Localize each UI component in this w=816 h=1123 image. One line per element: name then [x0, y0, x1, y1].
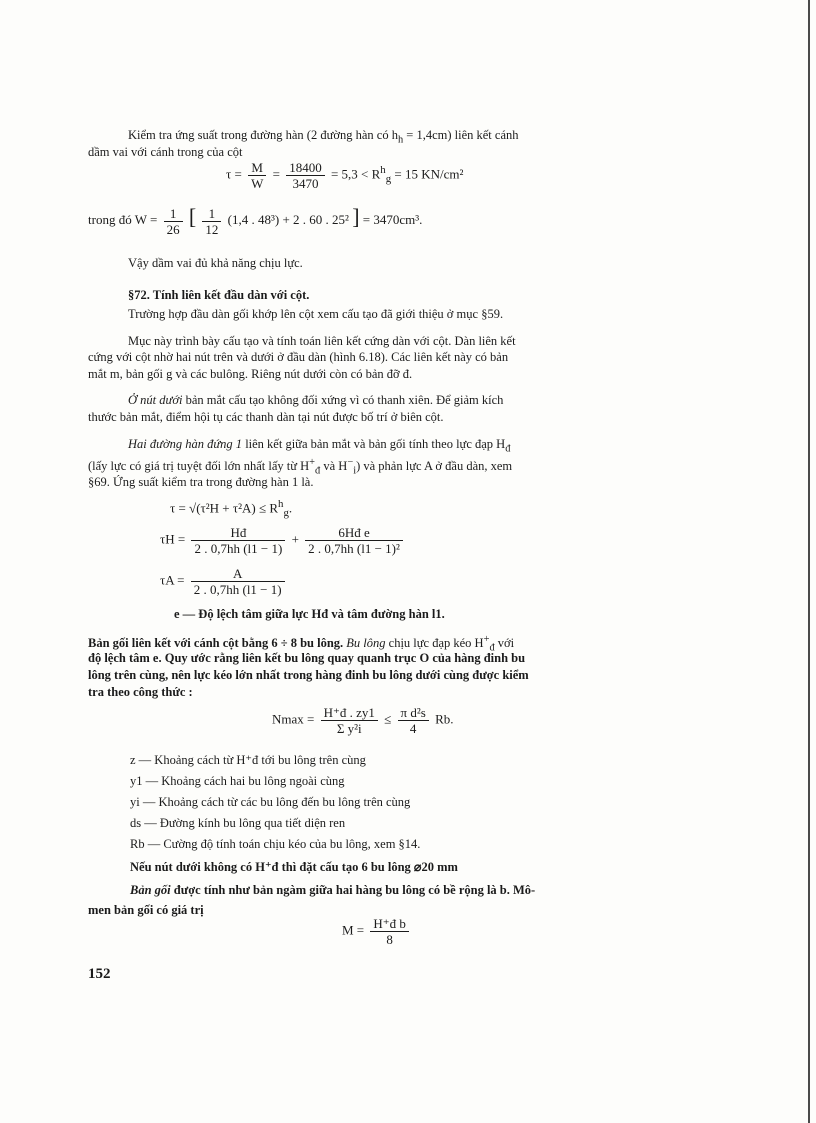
text-line: lông trên cùng, nên lực kéo lớn nhất trong hàng đinh bu lông dưới cùng được kiểm: [88, 668, 529, 682]
text-line: §69. Ứng suất kiểm tra trong đường hàn 1 là.: [88, 475, 314, 489]
text-line: Mục này trình bày cấu tạo và tính toán liên kết cứng dàn với cột. Dàn liên kết: [128, 334, 516, 348]
equation-stress: τ = $\frac{M}{W}$ = $\frac{18400}{3470}$ = $5,3 < R^h_g = 15$ KN/cm²: [226, 160, 464, 191]
text-line: Ở nút dưới bản mắt cấu tạo không đối xứng vì có thanh xiên. Để giảm kích: [128, 393, 504, 407]
equation-modulus: trong đó W = $\frac{1}{26}$ [ $\frac{1}{12}$ (1,4 . 48³) + 2 . 60 . 25² ] = 3470cm³.: [88, 204, 423, 237]
formula-combined-stress: $\tau = √(\tau^2H + \tau^2A) \le R^h_g$.: [170, 498, 293, 519]
section-heading: §72. Tính liên kết đầu dàn với cột.: [128, 288, 310, 302]
scan-edge-line: [808, 0, 810, 1123]
definition-yi: yi — Khoảng cách từ các bu lông đến bu lông trên cùng: [130, 795, 411, 809]
text-line: Trường hợp đầu dàn gối khớp lên cột xem cấu tạo đã giới thiệu ở mục §59.: [128, 307, 504, 321]
formula-tau-h: τH = $\frac{Hđ}{2 . 0,7hh (l1 - 1)}$ + $\frac{\text{6Hđ e}}{\text{2 . 0,7hh (l1 − 1)²}}$: [160, 525, 406, 556]
text-line: dầm vai với cánh trong của cột: [88, 145, 243, 159]
text-line: Nếu nút dưới không có H⁺đ thì đặt cấu tạo 6 bu lông ⌀20 mm: [130, 860, 458, 874]
text-line: tra theo công thức :: [88, 685, 193, 699]
text-line: Vậy dầm vai đủ khả năng chịu lực.: [128, 256, 303, 270]
definition-rb: Rb — Cường độ tính toán chịu kéo của bu lông, xem §14.: [130, 837, 421, 851]
text-line: Bản gối liên kết với cánh cột bằng 6 ÷ 8 bu lông. Bu lông chịu lực đạp kéo $H^+_đ$ với: [88, 634, 515, 654]
formula-tau-a: τA = $\frac{A}{2 . 0,7hh (l1 - 1)}$: [160, 566, 288, 597]
text-line: độ lệch tâm e. Quy ước rằng liên kết bu lông quay quanh trục O của hàng đinh bu: [88, 651, 526, 665]
text-line: mắt m, bản gối g và các bulông. Riêng nút dưới còn có bản đỡ đ.: [88, 367, 413, 381]
formula-moment: M = $\frac{\text{H⁺đ b}}{8}$: [342, 916, 412, 947]
definition-y1: y1 — Khoảng cách hai bu lông ngoài cùng: [130, 774, 345, 788]
text-line: Hai đường hàn đứng 1 liên kết giữa bản mắt và bản gối tính theo lực đạp $H_đ$: [128, 437, 511, 455]
text-line: Bản gối được tính như bản ngàm giữa hai hàng bu lông có bề rộng là b. Mô-: [130, 883, 536, 897]
text-line: thước bản mắt, điểm hội tụ các thanh dàn tại nút được bố trí ở biên cột.: [88, 410, 444, 424]
text-line: Kiểm tra ứng suất trong đường hàn (2 đường hàn có $h_h = 1,4cm$) liên kết cánh: [128, 128, 519, 146]
definition-z: z — Khoảng cách từ H⁺đ tới bu lông trên cùng: [130, 753, 366, 767]
text-line: men bản gối có giá trị: [88, 903, 204, 917]
definition-e: e — Độ lệch tâm giữa lực Hđ và tâm đường hàn l1.: [174, 607, 445, 621]
definition-ds: ds — Đường kính bu lông qua tiết diện ren: [130, 816, 346, 830]
text-line: cứng với cột nhờ hai nút trên và dưới ở đầu dàn (hình 6.18). Các liên kết này có bản: [88, 350, 509, 364]
page-number: 152: [88, 966, 111, 982]
formula-nmax: Nmax = $\frac{H^+đ . zy1}{\text{Σ y²i}}$ ≤ $\frac{\text{π d²s}}{4}$ Rb.: [272, 705, 454, 736]
text-line: (lấy lực có giá trị tuyệt đối lớn nhất lấy từ $H^+_đ$ và $H^-_i$) và phản lực A ở đầu dàn, xem: [88, 457, 513, 477]
